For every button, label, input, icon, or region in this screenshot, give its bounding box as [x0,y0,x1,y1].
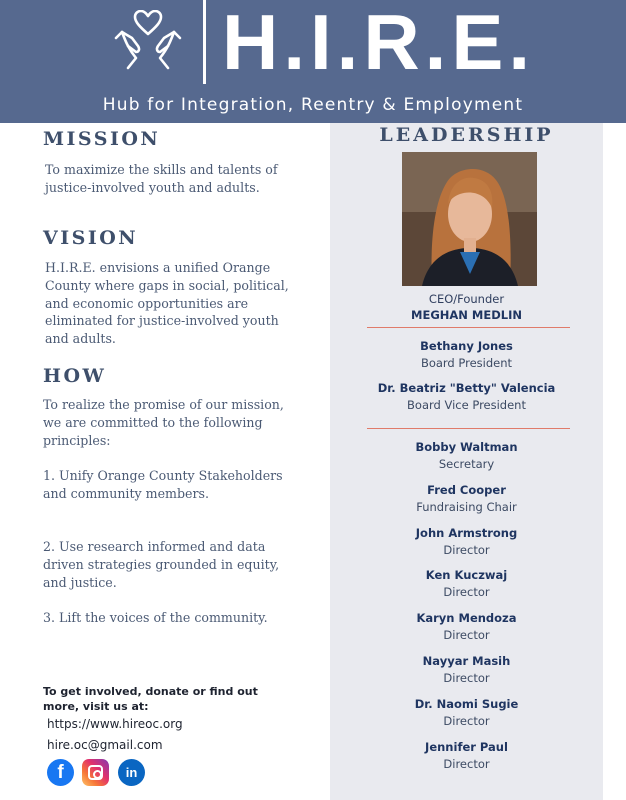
facebook-icon[interactable]: f [47,759,74,786]
vision-heading: VISION [43,227,139,249]
member-name: Fred Cooper [427,483,506,497]
brand-title: H.I.R.E. [222,0,536,86]
how-intro: To realize the promise of our mission, we are committed to the following principles: [43,397,284,448]
logo-divider [203,0,206,84]
member-role: Fundraising Chair [416,500,517,514]
principle-3: 3. Lift the voices of the community. [43,610,268,625]
divider-rule [367,327,570,328]
instagram-icon[interactable] [82,759,109,786]
member-name: Jennifer Paul [425,740,508,754]
member-role: Director [443,585,490,599]
how-heading: HOW [43,365,107,387]
mission-heading: MISSION [43,128,161,150]
founder-title: CEO/Founder [428,292,505,306]
member-name: John Armstrong [415,526,518,540]
board-member-role: Board Vice President [407,398,526,412]
brand-tagline: Hub for Integration, Reentry & Employment [102,95,524,115]
principle-2: 2. Use research informed and data driven strategies grounded in equity, and justice. [43,539,280,590]
divider-rule [367,428,570,429]
member-name: Bobby Waltman [415,440,518,454]
member-role: Director [443,714,490,728]
vision-text: H.I.R.E. envisions a unified Orange County where gaps in social, political, and economic opportunities are eliminated for justice-involved youth and adults. [45,260,289,347]
board-member-name: Dr. Beatriz "Betty" Valencia [377,381,556,395]
member-name: Karyn Mendoza [416,611,517,625]
member-name: Nayyar Masih [422,654,511,668]
member-role: Director [443,628,490,642]
member-role: Director [443,671,490,685]
member-name: Ken Kuczwaj [425,568,508,582]
hands-heart-icon [112,10,184,76]
founder-photo [402,152,537,286]
board-member-name: Bethany Jones [420,339,513,353]
contact-intro: To get involved, donate or find out more, visit us at: [43,685,258,713]
linkedin-icon[interactable]: in [118,759,145,786]
principle-1: 1. Unify Orange County Stakeholders and community members. [43,468,283,501]
email-link[interactable]: hire.oc@gmail.com [47,738,163,752]
leadership-heading: LEADERSHIP [379,124,554,146]
website-link[interactable]: https://www.hireoc.org [47,717,183,731]
member-role: Secretary [438,457,495,471]
member-role: Director [443,757,490,771]
member-role: Director [443,543,490,557]
header-banner [0,0,626,123]
mission-text: To maximize the skills and talents of justice-involved youth and adults. [45,162,278,195]
founder-name: MEGHAN MEDLIN [411,308,522,322]
member-name: Dr. Naomi Sugie [414,697,519,711]
board-member-role: Board President [420,356,513,370]
